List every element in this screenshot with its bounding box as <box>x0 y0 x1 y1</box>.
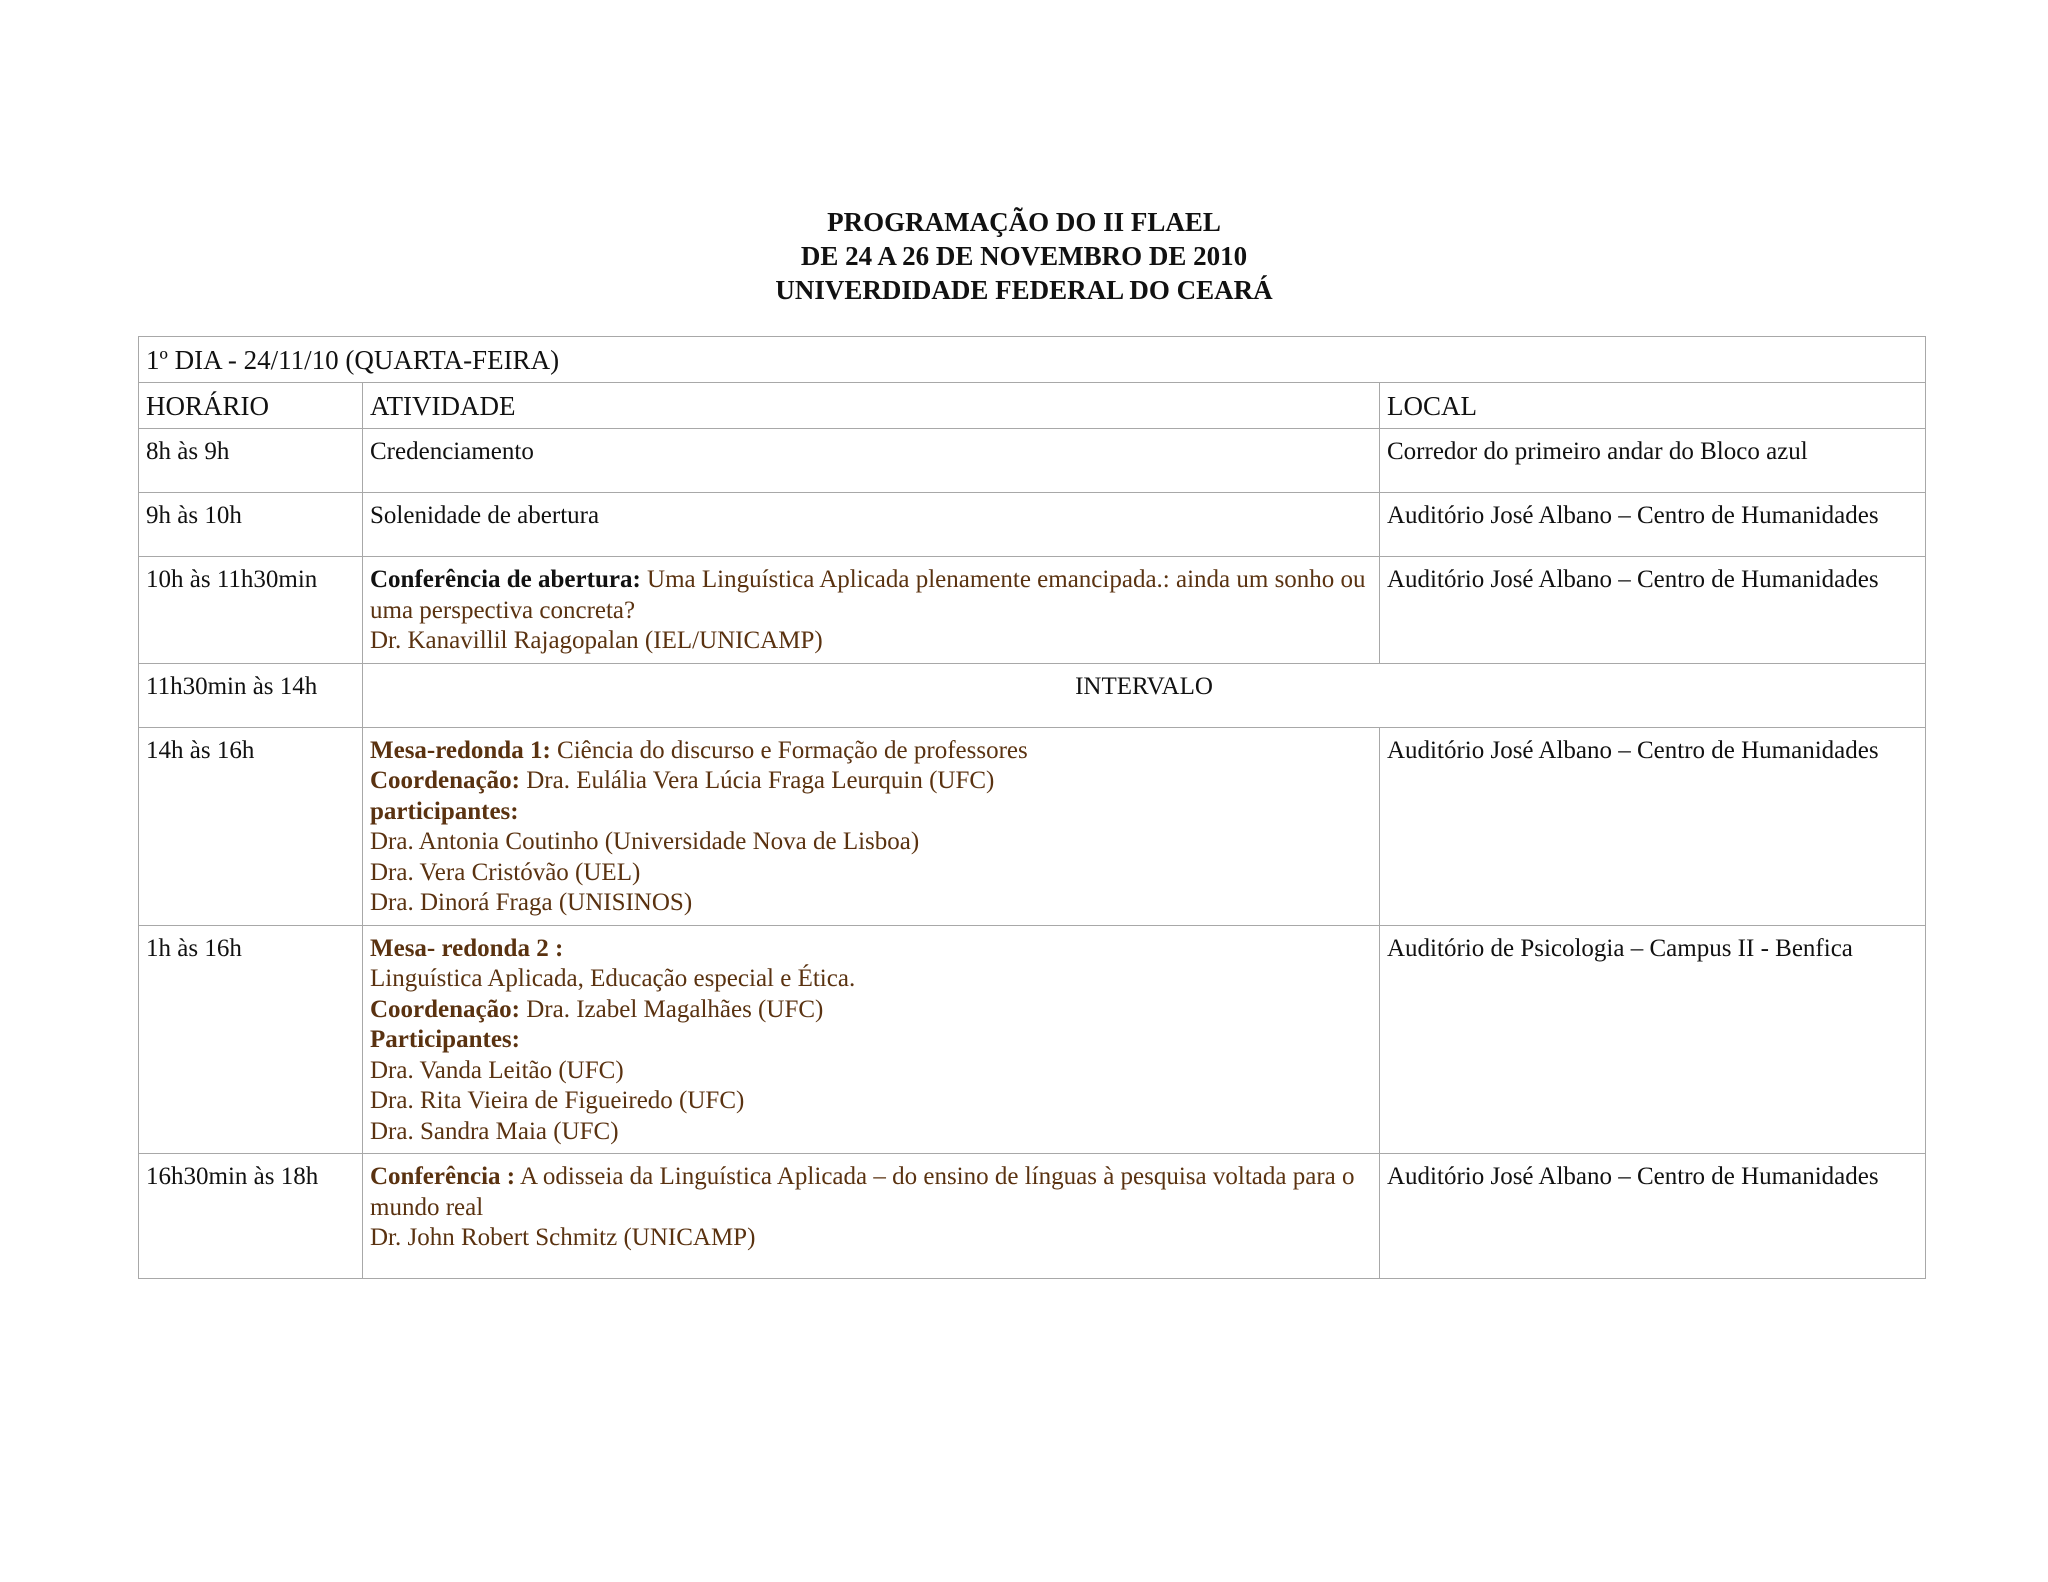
location-cell: Auditório José Albano – Centro de Humanidades <box>1380 493 1926 557</box>
participant-name: Dra. Antonia Coutinho (Universidade Nova de Lisboa) <box>370 828 920 855</box>
time-cell: 10h às 11h30min <box>139 557 363 664</box>
time-cell: 1h às 16h <box>139 925 363 1154</box>
header-university: UNIVERDIDADE FEDERAL DO CEARÁ <box>775 275 1273 305</box>
time-cell: 11h30min às 14h <box>139 663 363 727</box>
document-header <box>0 205 2048 307</box>
participant-name: Dra. Dinorá Fraga (UNISINOS) <box>370 889 693 916</box>
header-title: PROGRAMAÇÃO DO II FLAEL <box>827 207 1221 237</box>
coordination-label: Coordenação: <box>370 767 520 794</box>
time-cell: 8h às 9h <box>139 429 363 493</box>
table-row <box>139 493 1926 557</box>
column-header-row <box>139 383 1926 429</box>
activity-cell <box>363 557 1380 664</box>
table-row <box>139 1154 1926 1279</box>
column-header-activity: ATIVIDADE <box>363 383 1380 429</box>
location-cell: Auditório de Psicologia – Campus II - Benfica <box>1380 925 1926 1154</box>
activity-speaker: Dr. John Robert Schmitz (UNICAMP) <box>370 1224 756 1251</box>
activity-label: Mesa-redonda 1: <box>370 736 551 764</box>
location-cell: Auditório José Albano – Centro de Humanidades <box>1380 557 1926 664</box>
coordination-label: Coordenação: <box>370 995 520 1023</box>
participant-name: Dra. Sandra Maia (UFC) <box>370 1117 619 1145</box>
day-title-row <box>139 337 1926 383</box>
location-cell: Auditório José Albano – Centro de Humanidades <box>1380 1154 1926 1279</box>
coordinator-name: Dra. Izabel Magalhães (UFC) <box>519 995 824 1023</box>
activity-cell <box>363 925 1380 1154</box>
participants-label: participantes: <box>370 797 519 825</box>
time-cell: 9h às 10h <box>139 493 363 557</box>
activity-title: Uma Linguística Aplicada plenamente emancipada.: ainda um sonho ou uma perspectiva concreta? <box>370 566 1366 624</box>
column-header-time: HORÁRIO <box>139 383 363 429</box>
activity-cell: Solenidade de abertura <box>363 493 1380 557</box>
activity-speaker: Dr. Kanavillil Rajagopalan (IEL/UNICAMP) <box>370 627 823 654</box>
activity-cell <box>363 1154 1380 1279</box>
time-cell: 16h30min às 18h <box>139 1154 363 1279</box>
activity-label: Conferência : <box>370 1163 516 1190</box>
location-cell: Auditório José Albano – Centro de Humanidades <box>1380 727 1926 925</box>
activity-label: Conferência de abertura: <box>370 566 641 593</box>
time-cell: 14h às 16h <box>139 727 363 925</box>
table-row <box>139 429 1926 493</box>
location-cell: Corredor do primeiro andar do Bloco azul <box>1380 429 1926 493</box>
table-row <box>139 925 1926 1154</box>
activity-title: Linguística Aplicada, Educação especial e Ética. <box>370 965 856 992</box>
activity-title: Ciência do discurso e Formação de professores <box>550 736 1028 764</box>
activity-cell: Credenciamento <box>363 429 1380 493</box>
table-row <box>139 663 1926 727</box>
activity-cell <box>363 727 1380 925</box>
coordination-line <box>370 766 1372 797</box>
coordinator-name: Dra. Eulália Vera Lúcia Fraga Leurquin (UFC) <box>519 767 995 794</box>
participant-name: Dra. Vera Cristóvão (UEL) <box>370 858 641 886</box>
participant-name: Dra. Rita Vieira de Figueiredo (UFC) <box>370 1087 745 1114</box>
table-row <box>139 727 1926 925</box>
participants-label: Participantes: <box>370 1026 520 1053</box>
day-title: 1º DIA - 24/11/10 (QUARTA-FEIRA) <box>139 337 1926 383</box>
schedule-table <box>138 336 1926 1279</box>
activity-title-line <box>370 736 1372 767</box>
participant-name: Dra. Vanda Leitão (UFC) <box>370 1056 624 1084</box>
interval-cell: INTERVALO <box>363 663 1926 727</box>
activity-title: A odisseia da Linguística Aplicada – do ensino de línguas à pesquisa voltada para o mundo real <box>370 1163 1355 1221</box>
table-row <box>139 557 1926 664</box>
column-header-location: LOCAL <box>1380 383 1926 429</box>
activity-label: Mesa- redonda 2 : <box>370 934 564 962</box>
coordination-line <box>370 995 1372 1026</box>
header-dates: DE 24 A 26 DE NOVEMBRO DE 2010 <box>800 241 1248 271</box>
